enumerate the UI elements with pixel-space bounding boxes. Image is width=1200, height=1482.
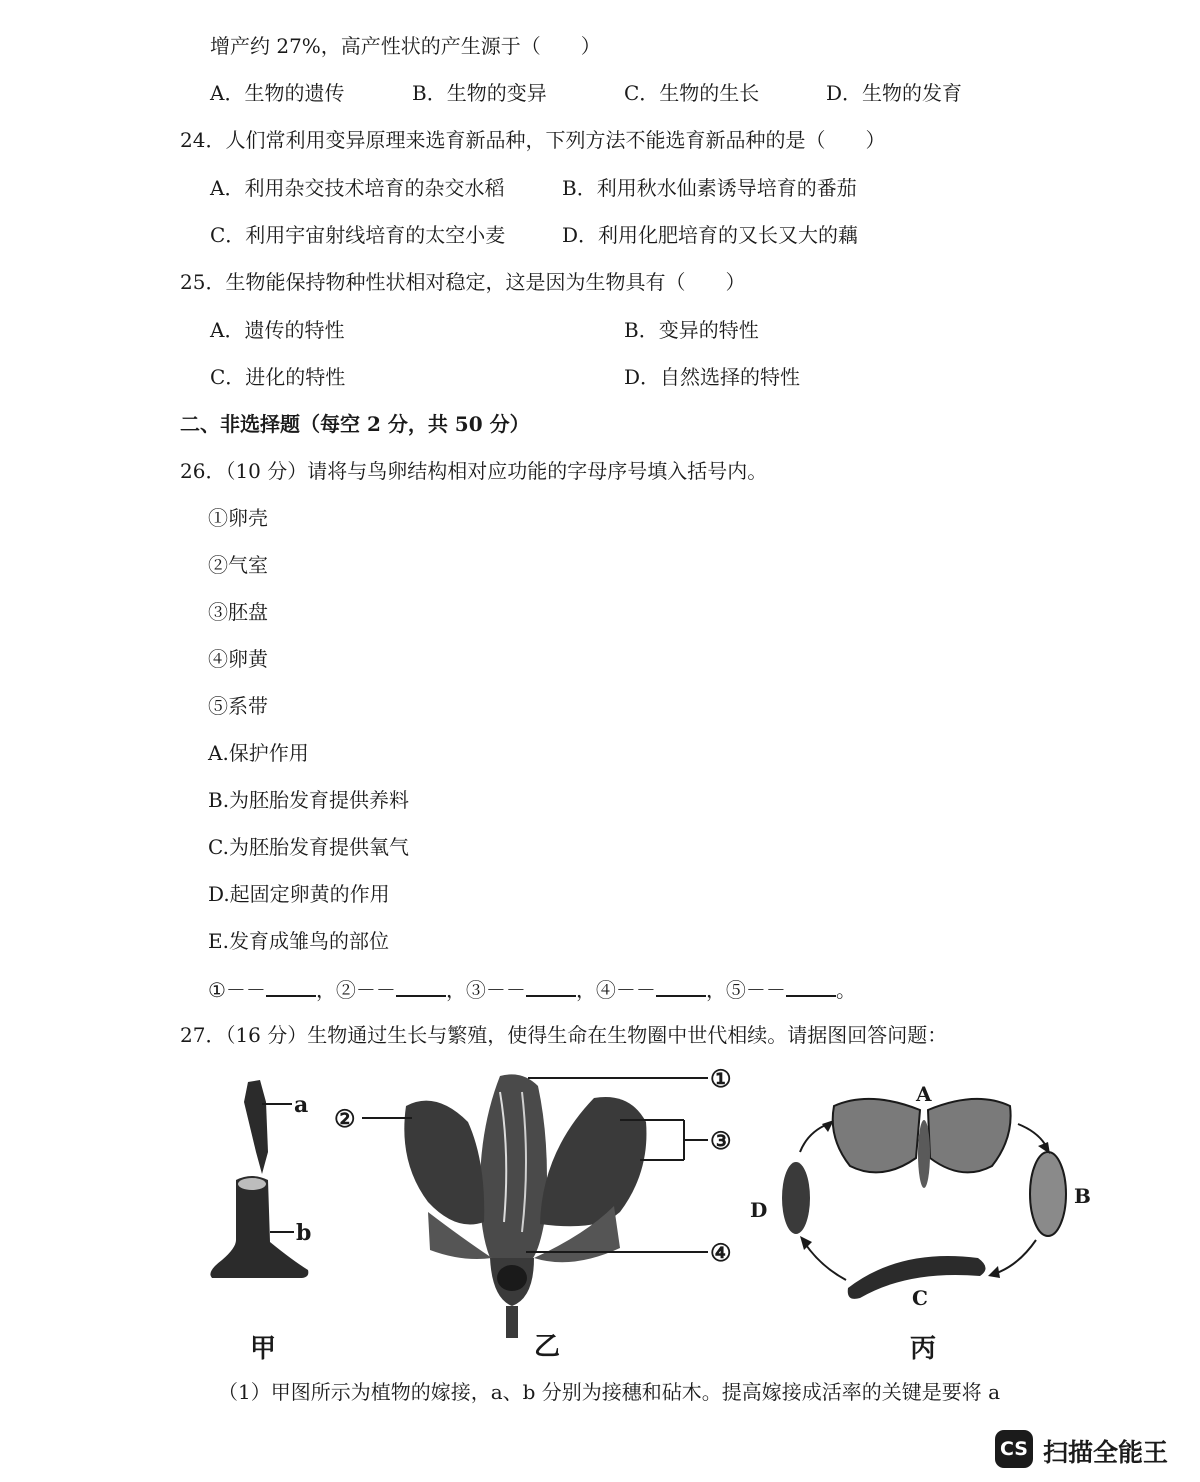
answer-mark-3: ，③－－ <box>445 978 526 1002</box>
camscanner-watermark <box>995 1428 1185 1474</box>
answer-mark-1: ①－－ <box>208 978 266 1002</box>
q27-figure <box>200 1062 1100 1362</box>
q23-option-c: C．生物的生长 <box>624 81 760 105</box>
label-yi-2: ② <box>334 1104 356 1133</box>
label-yi-3: ③ <box>710 1126 732 1155</box>
q26-structure-1: ①卵壳 <box>208 506 268 530</box>
camscanner-text: 扫描全能王 <box>1043 1438 1169 1467</box>
flower-illustration <box>362 1074 708 1338</box>
label-jia-b: b <box>296 1220 312 1246</box>
answer-mark-4: ，④－－ <box>575 978 656 1002</box>
q26-function-d: D.起固定卵黄的作用 <box>208 882 390 906</box>
q24-option-a: A．利用杂交技术培育的杂交水稻 <box>210 176 505 200</box>
q26-structure-3: ③胚盘 <box>208 600 268 624</box>
caption-jia: 甲 <box>250 1334 277 1364</box>
q26-function-c: C.为胚胎发育提供氧气 <box>208 835 409 859</box>
insect-lifecycle-illustration <box>782 1099 1066 1299</box>
label-yi-4: ④ <box>710 1238 732 1267</box>
answer-blank-3[interactable] <box>526 977 576 997</box>
q26-structure-4: ④卵黄 <box>208 647 268 671</box>
q25-stem: 25．生物能保持物种性状相对稳定，这是因为生物具有（ ） <box>180 270 746 294</box>
q26-stem: 26．（10 分）请将与鸟卵结构相对应功能的字母序号填入括号内。 <box>180 459 768 483</box>
section2-heading: 二、非选择题（每空 2 分，共 50 分） <box>180 412 530 436</box>
answer-mark-2: ，②－－ <box>315 978 396 1002</box>
q23-stem-tail: 增产约 27%，高产性状的产生源于（ ） <box>210 34 601 58</box>
camscanner-logo-icon: CS <box>995 1430 1033 1468</box>
label-yi-1: ① <box>710 1064 732 1093</box>
q23-option-a: A．生物的遗传 <box>210 81 345 105</box>
q24-option-b: B．利用秋水仙素诱导培育的番茄 <box>562 176 857 200</box>
q25-option-d: D．自然选择的特性 <box>624 365 801 389</box>
label-bing-b: B <box>1074 1184 1091 1208</box>
q25-option-a: A．遗传的特性 <box>210 318 345 342</box>
label-jia-a: a <box>294 1092 309 1118</box>
q27-sub1: （1）甲图所示为植物的嫁接，a、b 分别为接穗和砧木。提高嫁接成活率的关键是要将 a <box>218 1380 1001 1404</box>
q26-answer-line <box>208 977 856 1002</box>
q26-function-e: E.发育成雏鸟的部位 <box>208 929 389 953</box>
label-bing-a: A <box>916 1082 932 1106</box>
answer-mark-5: ，⑤－－ <box>705 978 786 1002</box>
q24-stem: 24．人们常利用变异原理来选育新品种，下列方法不能选育新品种的是（ ） <box>180 128 886 152</box>
q27-stem: 27．（16 分）生物通过生长与繁殖，使得生命在生物圈中世代相续。请据图回答问题： <box>180 1023 948 1047</box>
q24-option-d: D．利用化肥培育的又长又大的藕 <box>562 223 859 247</box>
q26-function-a: A.保护作用 <box>208 741 309 765</box>
label-bing-d: D <box>750 1198 768 1222</box>
q25-option-b: B．变异的特性 <box>624 318 759 342</box>
caption-bing: 丙 <box>910 1334 937 1364</box>
answer-blank-1[interactable] <box>266 977 316 997</box>
answer-blank-5[interactable] <box>786 977 836 997</box>
q26-structure-2: ②气室 <box>208 553 268 577</box>
label-bing-c: C <box>912 1286 928 1310</box>
q26-function-b: B.为胚胎发育提供养料 <box>208 788 410 812</box>
caption-yi: 乙 <box>534 1332 561 1362</box>
answer-blank-2[interactable] <box>396 977 446 997</box>
answer-blank-4[interactable] <box>656 977 706 997</box>
q23-option-b: B．生物的变异 <box>412 81 547 105</box>
answer-end-mark: 。 <box>835 978 856 1002</box>
q26-structure-5: ⑤系带 <box>208 694 268 718</box>
q23-option-d: D．生物的发育 <box>826 81 963 105</box>
q24-option-c: C．利用宇宙射线培育的太空小麦 <box>210 223 506 247</box>
q25-option-c: C．进化的特性 <box>210 365 346 389</box>
